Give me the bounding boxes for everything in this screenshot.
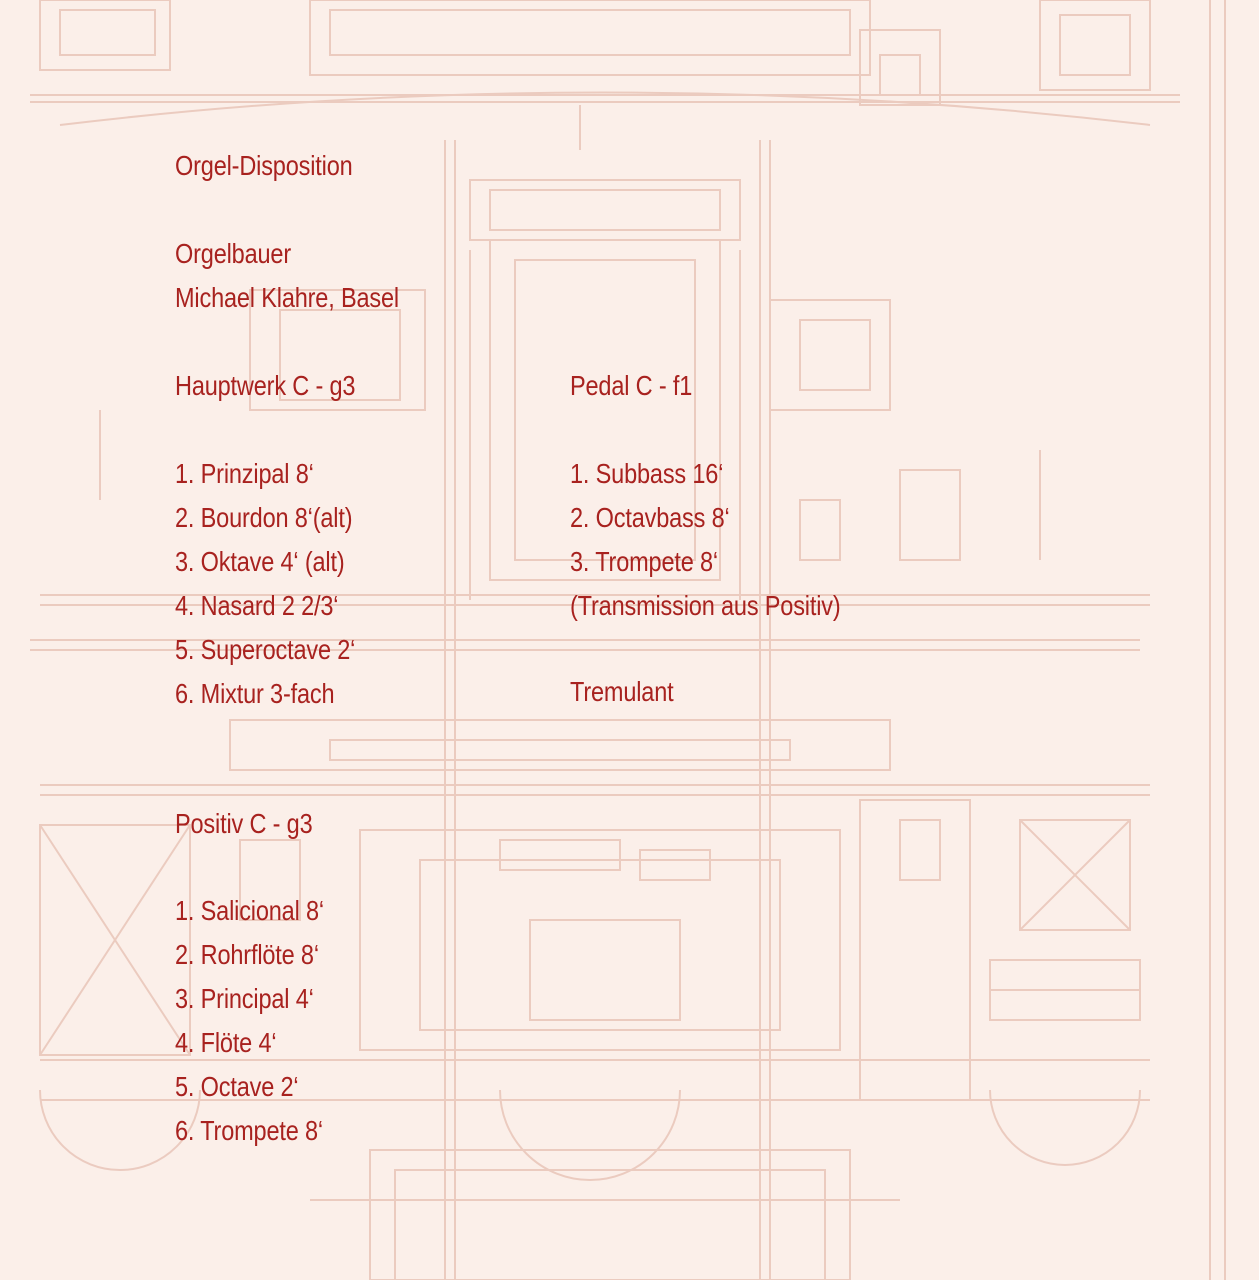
list-item: 1. Prinzipal 8‘ — [175, 458, 314, 489]
builder-label: Orgelbauer — [175, 238, 291, 269]
list-item: 5. Octave 2‘ — [175, 1071, 299, 1102]
tremulant-label: Tremulant — [570, 676, 674, 707]
page-title: Orgel-Disposition — [175, 150, 353, 181]
positiv-heading: Positiv C - g3 — [175, 808, 313, 839]
list-item: 2. Rohrflöte 8‘ — [175, 939, 319, 970]
list-item: 4. Nasard 2 2/3‘ — [175, 590, 339, 621]
list-item: 3. Oktave 4‘ (alt) — [175, 546, 345, 577]
builder-name: Michael Klahre, Basel — [175, 282, 399, 313]
list-item: 2. Bourdon 8‘(alt) — [175, 502, 353, 533]
list-item: 6. Trompete 8‘ — [175, 1115, 323, 1146]
hauptwerk-stop-list — [175, 452, 355, 716]
pedal-stop-list — [570, 452, 841, 628]
list-item: 5. Superoctave 2‘ — [175, 634, 356, 665]
list-item: 3. Principal 4‘ — [175, 983, 314, 1014]
pedal-transmission-note: (Transmission aus Positiv) — [570, 590, 841, 621]
list-item: 2. Octavbass 8‘ — [570, 502, 730, 533]
list-item: 4. Flöte 4‘ — [175, 1027, 277, 1058]
list-item: 6. Mixtur 3-fach — [175, 678, 335, 709]
list-item: 1. Subbass 16‘ — [570, 458, 724, 489]
pedal-heading: Pedal C - f1 — [570, 370, 693, 401]
list-item: 1. Salicional 8‘ — [175, 895, 324, 926]
list-item: 3. Trompete 8‘ — [570, 546, 718, 577]
positiv-stop-list — [175, 889, 324, 1153]
hauptwerk-heading: Hauptwerk C - g3 — [175, 370, 356, 401]
